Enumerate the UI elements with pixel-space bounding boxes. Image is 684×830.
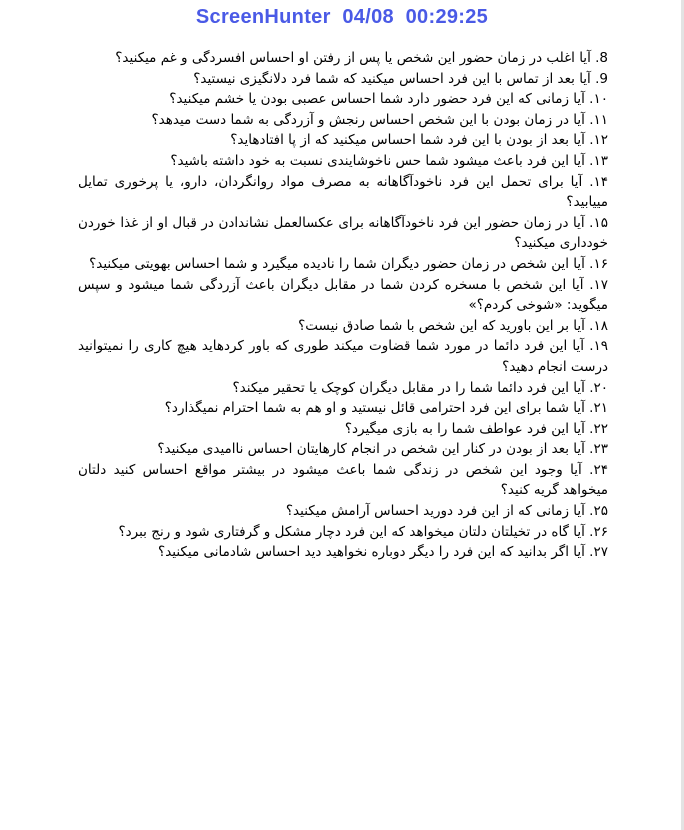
question-item: ۲۲. آیا این فرد عواطف شما را به بازی میگیرد؟ [344, 420, 608, 437]
question-item: ۲۳. آیا بعد از بودن در کنار این شخص در انجام کارهایتان احساس ناامیدی میکنید؟ [157, 441, 608, 458]
question-item: ۲۰. آیا این فرد دائما شما را در مقابل دیگران کوچک یا تحقیر میکند؟ [232, 379, 608, 396]
question-item: ۲۱. آیا شما برای این فرد احترامی قائل نیستید و او هم به شما احترام نمیگذارد؟ [164, 400, 608, 417]
question-item: ۲۷. آیا اگر بدانید که این فرد را دیگر دوباره نخواهید دید احساس شادمانی میکنید؟ [158, 544, 608, 561]
question-item: ۱۱. آیا در زمان بودن با این شخص احساس رنجش و آزردگی به شما دست میدهد؟ [151, 111, 608, 128]
question-item: ۲۶. آیا گاه در تخیلتان دلتان میخواهد که این فرد دچار مشکل و گرفتاری شود و رنج ببرد؟ [118, 523, 608, 540]
question-item: ۲۵. آیا زمانی که از این فرد دورید احساس آرامش میکنید؟ [285, 503, 608, 520]
question-item: ۲۴. آیا وجود این شخص در زندگی شما باعث میشود در بیشتر مواقع احساس کنید دلتان میخواهد گریه کنید؟ [78, 461, 608, 499]
question-item: ۱۷. آیا این شخص با مسخره کردن شما در مقابل دیگران باعث آزردگی شما میشود و سپس میگوید: «شوخی کردم؟» [78, 276, 608, 314]
screenshot-timestamp: ScreenHunter 04/08 00:29:25 [195, 6, 489, 28]
question-item: 9. آیا بعد از تماس با این فرد احساس میکنید که شما فرد دلانگیزی نیستید؟ [193, 70, 608, 87]
question-item: ۱۲. آیا بعد از بودن با این فرد شما احساس میکنید که از پا افتادهاید؟ [230, 132, 608, 149]
question-item: ۱۸. آیا بر این باورید که این شخص با شما صادق نیست؟ [298, 317, 608, 334]
question-item: 8. آیا اغلب در زمان حضور این شخص یا پس از رفتن او احساس افسردگی و غم میکنید؟ [115, 50, 608, 66]
question-item: ۱۹. آیا این فرد دائما در مورد شما قضاوت میکند طوری که باور کردهاید هیچ کاری را نمیتوانید درست انجام دهید؟ [78, 338, 608, 375]
question-list [78, 48, 608, 563]
question-item: ۱۰. آیا زمانی که این فرد حضور دارد شما احساس عصبی بودن یا خشم میکنید؟ [169, 91, 608, 108]
question-item: ۱۴. آیا برای تحمل این فرد ناخودآگاهانه به مصرف مواد روانگردان، دارو، یا پرخوری تمایل مییابید؟ [78, 173, 608, 211]
question-item: ۱۶. آیا این شخص در زمان حضور دیگران شما را نادیده میگیرد و شما احساس بهویتی میکنید؟ [89, 255, 608, 272]
question-item: ۱۵. آیا در زمان حضور این فرد ناخودآگاهانه برای عکسالعمل نشاندادن در قبال او از غذا خوردن خودداری میکنید؟ [78, 214, 608, 252]
question-item: ۱۳. آیا این فرد باعث میشود شما حس ناخوشایندی نسبت به خود داشته باشید؟ [170, 152, 608, 169]
